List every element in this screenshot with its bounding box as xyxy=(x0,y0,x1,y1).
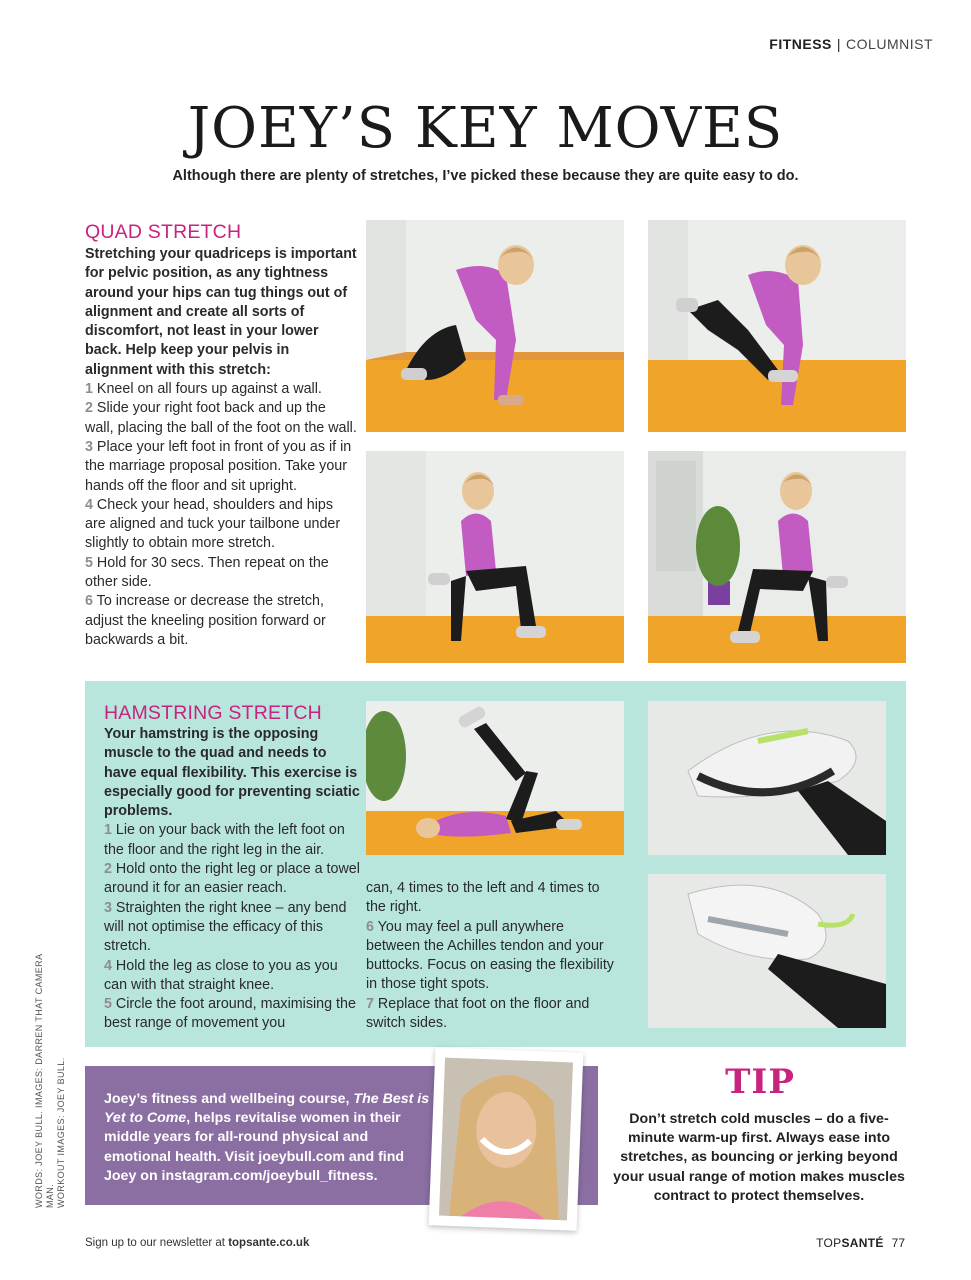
photo-credits xyxy=(34,928,67,1208)
hamstring-photo-detail-2 xyxy=(648,874,886,1028)
quad-photo-1 xyxy=(366,220,624,432)
quad-heading: QUAD STRETCH xyxy=(85,221,242,243)
credit-line: WORDS: JOEY BULL. IMAGES: DARREN THAT CAMERA MAN. xyxy=(34,954,55,1208)
quad-step: 2 Slide your right foot back and up the wall, placing the ball of the foot on the wall. xyxy=(85,400,357,436)
course-title: The Best is Yet to Come xyxy=(104,1091,430,1127)
page-subtitle: Although there are plenty of stretches, I’ve picked these because they are quite easy to do. xyxy=(172,168,799,184)
quad-photo-3 xyxy=(366,451,624,663)
quad-step: 3 Place your left foot in front of you as if in the marriage proposal position. Take your hands off the floor and sit upright. xyxy=(85,438,352,494)
category-label: COLUMNIST xyxy=(846,36,933,52)
hamstring-text-col2 xyxy=(366,879,616,1033)
hamstring-photo-detail-1 xyxy=(648,701,886,855)
hamstring-continuation: can, 4 times to the left and 4 times to the right. xyxy=(366,880,600,916)
credit-line: WORKOUT IMAGES: JOEY BULL. xyxy=(56,1057,66,1208)
hamstring-step: 2 Hold onto the right leg or place a towel around it for an easier reach. xyxy=(104,861,360,897)
newsletter-link[interactable]: topsante.co.uk xyxy=(228,1237,310,1249)
magazine-folio xyxy=(816,1236,905,1250)
section-label: FITNESS xyxy=(769,36,832,52)
section-separator: | xyxy=(836,36,842,52)
hamstring-intro: Your hamstring is the opposing muscle to the quad and needs to have equal flexibility. This exercise is especially good for preventing sciatic problems. xyxy=(104,726,360,820)
bio-text: Joey’s fitness and wellbeing course, The Best is Yet to Come, helps revitalise women in their middle years for all-round physical and emotional health. Visit joeybull.com and find Joey on instagram.com/joeybull_fitness. xyxy=(104,1091,430,1184)
quad-photo-4 xyxy=(648,451,906,663)
hamstring-step: 5 Circle the foot around, maximising the best range of movement you xyxy=(104,996,356,1032)
quad-photo-2 xyxy=(648,220,906,432)
quad-step: 5 Hold for 30 secs. Then repeat on the other side. xyxy=(85,554,329,591)
newsletter-line: Sign up to our newsletter at topsante.co.uk xyxy=(85,1237,310,1249)
section-tag xyxy=(769,36,933,52)
tip-text: Don’t stretch cold muscles – do a five-minute warm-up first. Always ease into stretches, as bouncing or jerking beyond your usual range of motion makes muscles contract to protect themselves. xyxy=(613,1111,905,1204)
brand-logo: TOPSANTÉ xyxy=(816,1236,884,1250)
tip-heading: TIP xyxy=(725,1062,795,1102)
quad-step: 6 To increase or decrease the stretch, adjust the kneeling position forward or backwards a bit. xyxy=(85,593,326,648)
hamstring-step: 4 Hold the leg as close to you as you can with that straight knee. xyxy=(104,957,338,993)
quad-step: 4 Check your head, shoulders and hips are aligned and tuck your tailbone under slightly to obtain more stretch. xyxy=(85,496,341,552)
hamstring-text-col1 xyxy=(104,725,360,1034)
quad-intro: Stretching your quadriceps is important for pelvic position, as any tightness around your hips can tug things out of alignment and create all sorts of discomfort, not least in your lower back. Help keep your pelvis in alignment with this stretch: xyxy=(85,246,357,378)
quad-step: 1 Kneel on all fours up against a wall. xyxy=(85,381,322,398)
portrait-photo xyxy=(429,1047,584,1231)
hamstring-photo-main xyxy=(366,701,624,855)
hamstring-step: 7 Replace that foot on the floor and switch sides. xyxy=(366,995,590,1032)
hamstring-step: 6 You may feel a pull anywhere between the Achilles tendon and your buttocks. Focus on easing the flexibility in those tight spots. xyxy=(366,918,614,993)
page-title: JOEY’S KEY MOVES xyxy=(187,96,784,161)
page-number: 77 xyxy=(891,1236,905,1250)
hamstring-step: 1 Lie on your back with the left foot on the floor and the right leg in the air. xyxy=(104,822,345,858)
hamstring-step: 3 Straighten the right knee – any bend will not optimise the efficacy of this stretch. xyxy=(104,899,347,955)
quad-text xyxy=(85,245,357,650)
hamstring-heading: HAMSTRING STRETCH xyxy=(104,702,322,724)
